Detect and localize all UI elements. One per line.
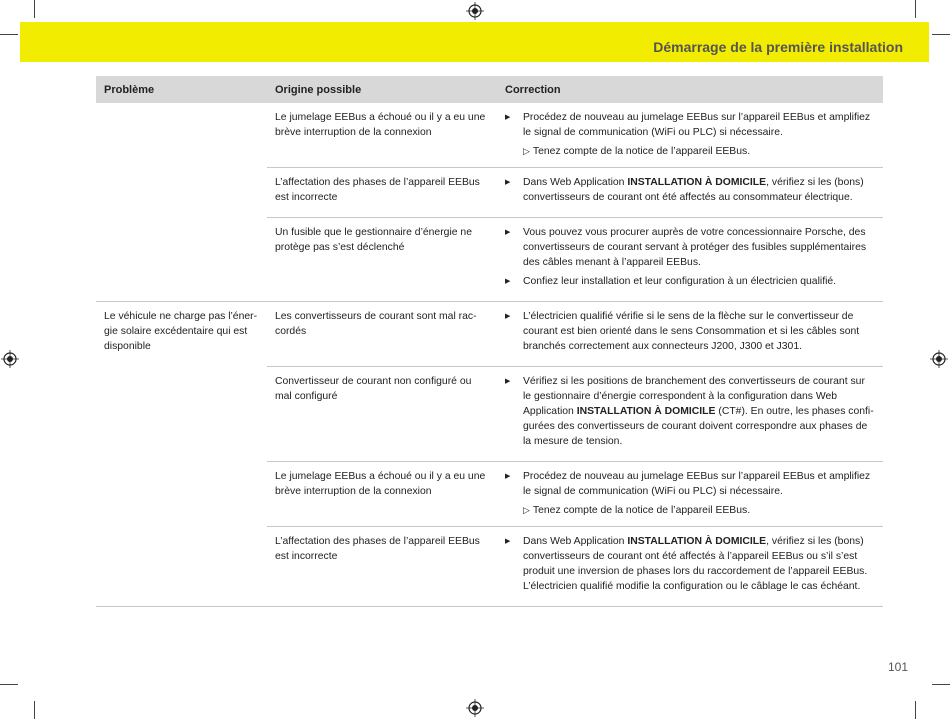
bullet-icon: ▶ [505, 313, 511, 320]
note-item: ▷ Tenez compte de la notice de l’appareil EEBus. [523, 146, 751, 157]
problem-cell [96, 103, 267, 302]
column-header-cause: Origine possible [267, 76, 497, 103]
bullet-icon: ▶ [505, 473, 511, 480]
cause-cell: Les convertisseurs de courant sont mal raccordés [267, 302, 497, 367]
note-arrow-icon: ▷ [523, 505, 530, 515]
list-item: ▶ Dans Web Application INSTALLATION À DOMICILE, vérifiez si les (bons) convertisseurs de courant ont été affectés au consommateur électrique. [505, 177, 864, 203]
table-header-row [96, 76, 883, 103]
list-item: ▶ Vérifiez si les positions de branchement des convertisseurs de courant sur le gestionnaire d’énergie correspondent à la configuration dans Web Application INSTALLATION À DOMICILE (CT#). En outre, les phases configurées des convertisseurs de courant doivent correspondre aux phases de la mesure de tension. [505, 376, 874, 447]
bullet-icon: ▶ [505, 278, 511, 285]
header-band [20, 22, 929, 62]
correction-cell [497, 168, 883, 218]
cause-cell: Convertisseur de courant non configuré ou mal configuré [267, 367, 497, 462]
registration-mark-icon [1, 350, 19, 368]
table-row [96, 103, 883, 168]
problem-cell: Le véhicule ne charge pas l’énergie solaire excédentaire qui est disponible [96, 302, 267, 607]
registration-mark-icon [466, 2, 484, 20]
crop-mark [932, 684, 950, 685]
list-item: ▶ Procédez de nouveau au jumelage EEBus sur l’appareil EEBus et amplifiez le signal de communication (WiFi ou PLC) si nécessaire. [505, 112, 871, 138]
correction-cell [497, 218, 883, 302]
table-row [96, 302, 883, 367]
crop-mark [915, 0, 916, 18]
cause-cell: Un fusible que le gestionnaire d’énergie ne protège pas s’est déclenché [267, 218, 497, 302]
bullet-icon: ▶ [505, 114, 511, 121]
bullet-icon: ▶ [505, 229, 511, 236]
note-item: ▷ Tenez compte de la notice de l’appareil EEBus. [523, 505, 751, 516]
crop-mark [932, 34, 950, 35]
cause-cell: L’affectation des phases de l’appareil EEBus est incorrecte [267, 527, 497, 607]
cause-cell: Le jumelage EEBus a échoué ou il y a eu une brève interruption de la connexion [267, 462, 497, 527]
cause-cell: Le jumelage EEBus a échoué ou il y a eu une brève interruption de la connexion [267, 103, 497, 168]
cause-cell: L’affectation des phases de l’appareil EEBus est incorrecte [267, 168, 497, 218]
crop-mark [34, 0, 35, 18]
crop-mark [34, 701, 35, 719]
registration-mark-icon [466, 699, 484, 717]
bullet-icon: ▶ [505, 538, 511, 545]
section-title: Démarrage de la première installation [653, 39, 903, 55]
list-item: ▶ L’électricien qualifié vérifie si le sens de la flèche sur le convertisseur de courant est bien orienté dans le sens Consommation et si les câbles sont branchés correctement aux connecteurs J200, J300 et J301. [505, 311, 860, 352]
troubleshooting-table [96, 76, 883, 607]
bullet-icon: ▶ [505, 179, 511, 186]
list-item: ▶ Vous pouvez vous procurer auprès de votre concessionnaire Porsche, des convertisseurs de courant servant à protéger des fusibles supplémentaires des câbles menant à l’appareil EEBus. [505, 227, 867, 268]
correction-cell [497, 462, 883, 527]
registration-mark-icon [930, 350, 948, 368]
correction-cell [497, 527, 883, 607]
list-item: ▶ Confiez leur installation et leur configuration à un électricien qualifié. [505, 276, 837, 287]
crop-mark [0, 34, 18, 35]
correction-cell [497, 367, 883, 462]
page-number: 101 [887, 660, 908, 674]
list-item: ▶ Procédez de nouveau au jumelage EEBus sur l’appareil EEBus et amplifiez le signal de communication (WiFi ou PLC) si nécessaire. [505, 471, 871, 497]
crop-mark [0, 684, 18, 685]
column-header-problem: Problème [96, 76, 267, 103]
column-header-correction: Correction [497, 76, 883, 103]
list-item: ▶ Dans Web Application INSTALLATION À DOMICILE, vérifiez si les (bons) convertisseurs de courant ont été affectés à l’appareil EEBus ou s’il s’est produit une inversion de phases lors du raccordement de l’appareil EEBus. L’électricien qualifié modifie la configuration ou le câblage le cas échéant. [505, 536, 868, 592]
correction-cell [497, 103, 883, 168]
crop-mark [915, 701, 916, 719]
correction-cell [497, 302, 883, 367]
bullet-icon: ▶ [505, 378, 511, 385]
note-arrow-icon: ▷ [523, 146, 530, 156]
